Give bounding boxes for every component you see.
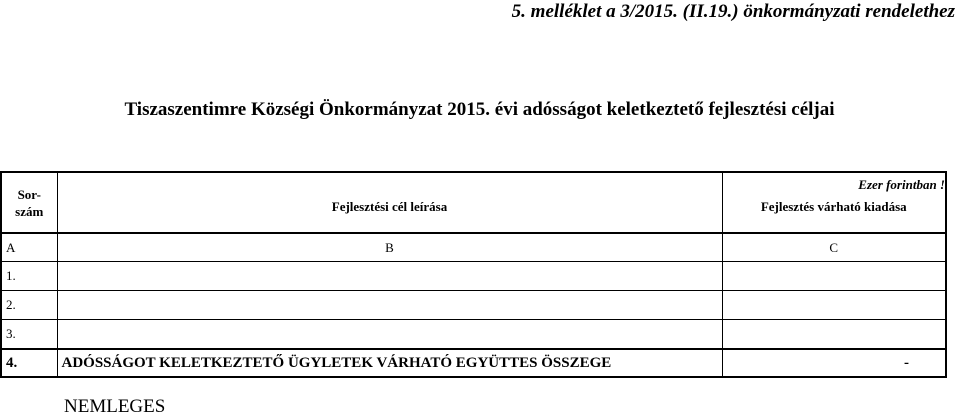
column-letter-b: B — [57, 233, 722, 262]
total-value: - — [722, 349, 946, 377]
table-row — [1, 320, 946, 350]
column-letter-c: C — [722, 233, 946, 262]
row-expense[interactable] — [722, 291, 946, 320]
row-expense[interactable] — [722, 320, 946, 350]
total-label: ADÓSSÁGOT KELETKEZTETŐ ÜGYLETEK VÁRHATÓ EGYÜTTES ÖSSZEGE — [57, 349, 722, 377]
row-description[interactable] — [57, 262, 722, 291]
footer-note: NEMLEGES — [64, 396, 166, 417]
table-header-row — [1, 172, 946, 233]
column-letter-a: A — [1, 233, 57, 262]
table-row — [1, 291, 946, 320]
column-header-expense: Fejlesztés várható kiadása — [722, 172, 946, 233]
unit-note: Ezer forintban ! — [858, 177, 945, 192]
column-header-serial: Sor- szám — [1, 172, 57, 233]
development-goals-table — [0, 171, 947, 378]
row-description[interactable] — [57, 320, 722, 350]
annex-reference: 5. melléklet a 3/2015. (II.19.) önkormányzati rendelethez — [511, 1, 955, 22]
table-row — [1, 262, 946, 291]
row-description[interactable] — [57, 291, 722, 320]
page-title: Tiszaszentimre Községi Önkormányzat 2015. évi adósságot keletkeztető fejlesztési céljai — [124, 99, 835, 120]
total-row — [1, 349, 946, 377]
row-expense[interactable] — [722, 262, 946, 291]
column-header-description: Fejlesztési cél leírása — [57, 172, 722, 233]
row-serial: 3. — [1, 320, 57, 350]
total-serial: 4. — [1, 349, 57, 377]
column-letter-row — [1, 233, 946, 262]
row-serial: 2. — [1, 291, 57, 320]
row-serial: 1. — [1, 262, 57, 291]
